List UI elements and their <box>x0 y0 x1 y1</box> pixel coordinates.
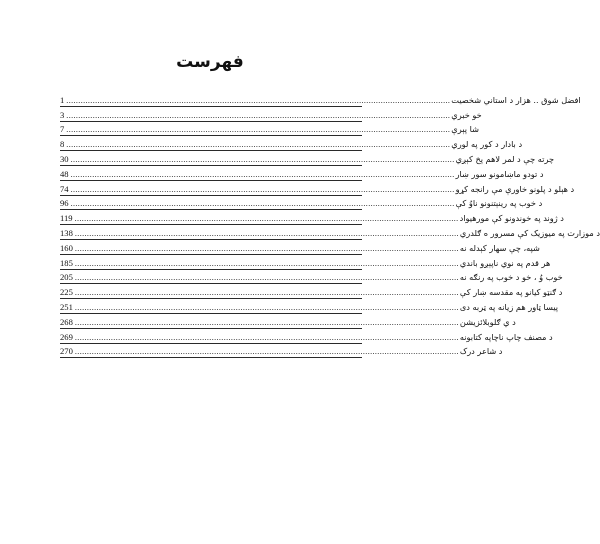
toc-page-number: 74 <box>60 183 69 194</box>
toc-entry-title: د ګنټو کيانو په مقدسه ښار کې <box>459 287 563 298</box>
toc-entry <box>60 181 575 196</box>
toc-entry-title: پیسا ټاور هم زیانه په ټربه دی <box>459 301 559 312</box>
toc-entry-title: هر قدم په نوي ناپېږو باندي <box>459 257 551 268</box>
toc-entry <box>60 151 555 166</box>
toc-entry <box>60 210 564 225</box>
toc-entry <box>60 270 563 285</box>
toc-entry <box>60 299 559 314</box>
toc-leader-dots: ................................................................................................................................................................ <box>74 243 459 253</box>
toc-entry-title: شپه، چې سهار کېدله نه <box>459 242 540 253</box>
toc-page-number: 119 <box>60 213 73 224</box>
toc-entry-title: د مصنف چاپ ناچاپه کتابونه <box>459 331 553 342</box>
toc-page-number: 185 <box>60 257 73 268</box>
toc-entry-title: د تودو ماښامونو سور ښار <box>455 168 544 179</box>
toc-entry-title: د هېلو د پلونو خاورې مې رانجه کړو <box>455 183 575 194</box>
toc-entry-title: د موزارت په میوزیک کې مسرور ه ګلدري <box>459 227 600 238</box>
toc-entry <box>60 136 523 151</box>
toc-leader-dots: ................................................................................................................................................................ <box>70 199 455 209</box>
toc-page-number: 3 <box>60 109 65 120</box>
page-title: فهرست <box>176 52 244 72</box>
toc-page-number: 205 <box>60 272 73 283</box>
toc-leader-dots: ................................................................................................................................................................ <box>70 169 455 179</box>
toc-leader-dots: ................................................................................................................................................................ <box>74 332 459 342</box>
toc-entry-title: د خوب په رینېتنونو ناوُ کې <box>455 198 543 209</box>
toc-entry <box>60 314 516 329</box>
toc-entry <box>60 122 479 137</box>
toc-leader-dots: ................................................................................................................................................................ <box>74 214 459 224</box>
toc-page-number: 270 <box>60 346 73 357</box>
toc-entry <box>60 225 600 240</box>
toc-entry-title: د بادار د کور په لوري <box>451 139 523 150</box>
toc-entry <box>60 240 540 255</box>
toc-page-number: 30 <box>60 153 69 164</box>
toc-entry <box>60 329 553 344</box>
toc-entry-title: د ي ګلوبلائزیشن <box>459 316 516 327</box>
toc-leader-dots: ................................................................................................................................................................ <box>74 317 459 327</box>
toc-page-number: 251 <box>60 301 73 312</box>
toc-leader-dots: ................................................................................................................................................................ <box>74 347 459 357</box>
toc-leader-dots: ................................................................................................................................................................ <box>74 302 459 312</box>
toc-page-number: 8 <box>60 139 65 150</box>
table-of-contents <box>60 92 600 358</box>
toc-entry <box>60 344 503 359</box>
toc-page-number: 138 <box>60 227 73 238</box>
toc-entry <box>60 196 543 211</box>
toc-leader-dots: ................................................................................................................................................................ <box>74 228 459 238</box>
toc-page-number: 48 <box>60 168 69 179</box>
toc-entry <box>60 255 551 270</box>
toc-entry <box>60 166 544 181</box>
toc-leader-dots: ................................................................................................................................................................ <box>66 110 451 120</box>
toc-entry-title: چرته چې د لمر لاهم پخ کېږي <box>455 153 555 164</box>
toc-page-number: 7 <box>60 124 65 135</box>
toc-leader-dots: ................................................................................................................................................................ <box>66 140 451 150</box>
toc-entry-title: خوب وُ ، خو د خوب په رنګه نه <box>459 272 563 283</box>
toc-leader-dots: ................................................................................................................................................................ <box>70 154 455 164</box>
toc-leader-dots: ................................................................................................................................................................ <box>70 184 455 194</box>
toc-page-number: 225 <box>60 287 73 298</box>
toc-leader-dots: ................................................................................................................................................................ <box>66 95 451 105</box>
toc-page-number: 96 <box>60 198 69 209</box>
toc-leader-dots: ................................................................................................................................................................ <box>74 258 459 268</box>
toc-page-number: 268 <box>60 316 73 327</box>
toc-entry-title: د شاعر درک <box>459 346 503 357</box>
toc-entry-title: خو خبري <box>451 109 482 120</box>
toc-entry-title: شا پېرې <box>451 124 479 135</box>
toc-page-number: 269 <box>60 331 73 342</box>
toc-entry-title: د ژوند په خوندونو کې مورهیواد <box>459 213 564 224</box>
toc-entry <box>60 107 482 122</box>
toc-entry <box>60 284 563 299</box>
toc-entry-title: افضل شوق .. هزار د استاني شخصيت <box>451 94 581 105</box>
toc-page-number: 160 <box>60 242 73 253</box>
toc-page-number: 1 <box>60 94 65 105</box>
toc-leader-dots: ................................................................................................................................................................ <box>74 273 459 283</box>
toc-leader-dots: ................................................................................................................................................................ <box>74 288 459 298</box>
toc-leader-dots: ................................................................................................................................................................ <box>66 125 451 135</box>
toc-entry <box>60 92 581 107</box>
